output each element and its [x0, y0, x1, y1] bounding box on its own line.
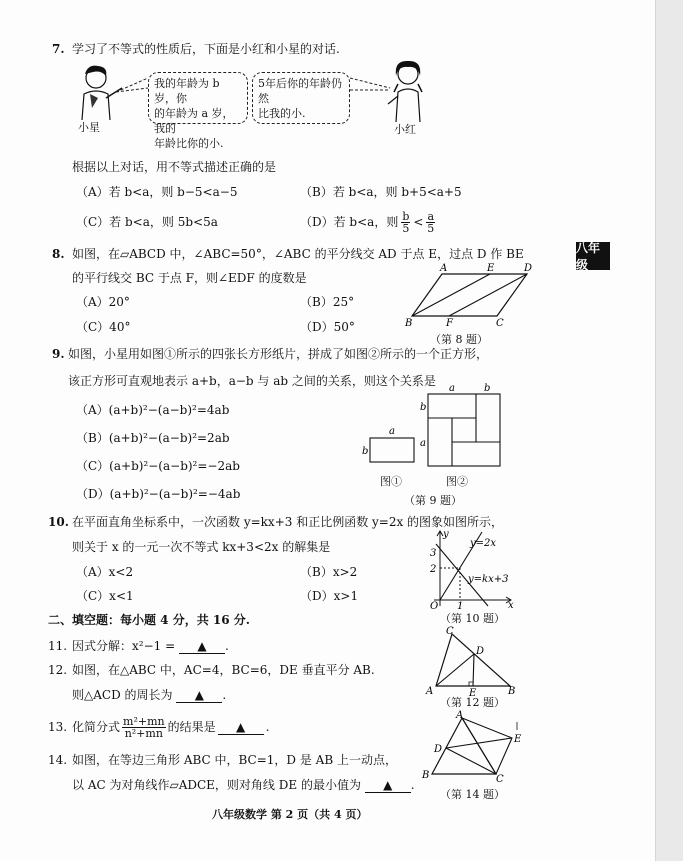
q8-number: 8.	[52, 247, 65, 261]
q7-option-c[interactable]: （C）若 b<a，则 5b<5a	[76, 215, 218, 229]
q13-number: 13.	[48, 720, 68, 734]
q8-option-b[interactable]: （B）25°	[300, 295, 355, 309]
q10-caption: （第 10 题）	[440, 612, 505, 625]
q8-option-d[interactable]: （D）50°	[300, 320, 355, 334]
q7-prompt: 根据以上对话，用不等式描述正确的是	[72, 160, 277, 174]
q9-line1: 如图，小星用如图①所示的四张长方形纸片，拼成了如图②所示的一个正方形，	[68, 347, 489, 361]
q14-answer-blank[interactable]: ▲	[365, 778, 411, 793]
bubble-pointer-left	[112, 70, 152, 100]
bubble-right-line2: 比我的小.	[258, 107, 306, 120]
frac2-den: 5	[427, 221, 435, 235]
q12-triangle-figure	[424, 624, 520, 696]
section-fill-in-title: 二、填空题：每小题 4 分，共 16 分.	[48, 613, 250, 627]
q8-label-d: D	[524, 263, 533, 274]
q10-axis-y: y	[443, 529, 449, 540]
bubble-left-line3: 年龄比你的小.	[154, 137, 224, 150]
q7-stem: 学习了不等式的性质后，下面是小红和小星的对话.	[72, 42, 340, 56]
q14-number: 14.	[48, 753, 68, 767]
q13-answer-blank[interactable]: ▲	[218, 720, 264, 735]
q9-fig2-label-a: a	[449, 383, 455, 394]
q13-end: .	[265, 720, 270, 734]
q14-caption: （第 14 题）	[440, 788, 505, 801]
q14-equilateral-figure	[420, 708, 530, 786]
q11-end: .	[224, 639, 229, 653]
q12-line1: 如图，在△ABC 中，AC=4，BC=6，DE 垂直平分 AB.	[72, 663, 375, 677]
q10-option-a[interactable]: （A）x<2	[76, 565, 134, 579]
q12-label-b: B	[508, 686, 516, 696]
q8-option-c[interactable]: （C）40°	[76, 320, 131, 334]
q9-caption: （第 9 题）	[404, 494, 462, 507]
q14-line2-text: 以 AC 为对角线作▱ADCE，则对角线 DE 的最小值为	[72, 778, 361, 792]
q8-label-a: A	[440, 263, 448, 274]
q12-number: 12.	[48, 663, 68, 677]
q10-origin: O	[430, 601, 439, 610]
q9-fig2-side-a: a	[420, 438, 426, 449]
girl-illustration	[384, 58, 434, 122]
q12-end: .	[222, 688, 227, 702]
q14-label-c: C	[496, 774, 504, 785]
q8-line2: 的平行线交 BC 于点 F，则∠EDF 的度数是	[72, 271, 307, 285]
frac1-den: 5	[402, 221, 410, 235]
page-edge-strip	[655, 0, 683, 861]
q7-option-b[interactable]: （B）若 b<a，则 b+5<a+5	[300, 185, 462, 199]
q12-caption: （第 12 题）	[440, 696, 505, 709]
q12-label-c: C	[446, 626, 454, 637]
q9-fig1-label-a: a	[389, 426, 395, 437]
q14-label-e: E	[514, 734, 522, 745]
q9-option-a[interactable]: （A）(a+b)²−(a−b)²=4ab	[76, 403, 230, 417]
q12-label-e: E	[469, 688, 477, 696]
q10-line1-label: y=2x	[470, 538, 497, 549]
q10-number: 10.	[48, 515, 69, 529]
q14-line1: 如图，在等边三角形 ABC 中，BC=1，D 是 AB 上一动点，	[72, 753, 397, 767]
q11-line	[72, 639, 229, 654]
q13-pre: 化简分式	[72, 720, 121, 734]
q13-post: 的结果是	[167, 720, 216, 734]
q10-axis-x: x	[508, 600, 514, 610]
q13-numerator: m²+mn	[123, 714, 165, 728]
q10-tick-x1: 1	[457, 601, 464, 610]
boy-name: 小星	[78, 121, 100, 134]
bubble-right-line1: 5年后你的年龄仍然	[258, 77, 342, 105]
girl-name: 小红	[394, 123, 416, 136]
q9-rectangles-figure	[358, 382, 508, 472]
q8-caption: （第 8 题）	[430, 333, 488, 346]
q9-option-b[interactable]: （B）(a+b)²−(a−b)²=2ab	[76, 431, 230, 445]
q9-fig1-label-b: b	[362, 446, 369, 457]
q7-option-d[interactable]	[300, 208, 435, 236]
q10-tick-y3: 3	[430, 548, 437, 559]
q8-parallelogram-figure	[402, 262, 542, 328]
q10-line2-label: y=kx+3	[468, 574, 509, 585]
page-footer: 八年级数学 第 2 页（共 4 页）	[212, 808, 368, 821]
girl-speech-bubble	[252, 72, 350, 124]
q8-line1: 如图，在▱ABCD 中，∠ABC=50°，∠ABC 的平分线交 AD 于点 E，过点 D 作 BE	[72, 247, 524, 261]
q7-option-d-frac1	[401, 211, 410, 234]
boy-speech-bubble	[148, 72, 248, 150]
q9-fig2-name: 图②	[446, 475, 468, 488]
q8-label-f: F	[446, 318, 453, 328]
q7-option-d-prefix: （D）若 b<a，则	[300, 215, 399, 229]
q7-option-a[interactable]: （A）若 b<a，则 b−5<a−5	[76, 185, 238, 199]
q14-line2	[72, 778, 415, 793]
q14-label-b: B	[422, 770, 430, 781]
q7-option-d-lt: <	[413, 215, 424, 229]
q10-option-c[interactable]: （C）x<1	[76, 589, 134, 603]
q8-label-e: E	[487, 263, 495, 274]
q8-label-c: C	[496, 318, 504, 328]
q11-text: 因式分解：x²−1 =	[72, 639, 176, 653]
q12-answer-blank[interactable]: ▲	[176, 688, 222, 703]
q8-label-b: B	[405, 318, 413, 328]
q10-function-graph	[426, 528, 516, 610]
q10-option-b[interactable]: （B）x>2	[300, 565, 358, 579]
q10-line1: 在平面直角坐标系中，一次函数 y=kx+3 和正比例函数 y=2x 的图象如图所示，	[72, 515, 504, 529]
grade-side-tab: 八年级	[576, 242, 610, 270]
q14-label-a: A	[456, 710, 464, 721]
q9-fig2-side-b: b	[420, 402, 427, 413]
bubble-left-line1: 我的年龄为 b 岁，你	[154, 77, 220, 105]
q7-option-d-frac2	[426, 211, 435, 234]
q13-line	[72, 712, 269, 742]
frac2-num: a	[427, 209, 434, 223]
frac1-num: b	[402, 209, 410, 223]
q9-number: 9.	[52, 347, 65, 361]
q7-number: 7.	[52, 42, 65, 56]
q9-option-c[interactable]: （C）(a+b)²−(a−b)²=−2ab	[76, 459, 240, 473]
q10-tick-y2: 2	[430, 564, 437, 575]
q13-fraction	[122, 716, 166, 739]
q12-label-d: D	[476, 646, 485, 657]
q10-line2: 则关于 x 的一元一次不等式 kx+3<2x 的解集是	[72, 540, 331, 554]
q9-option-d[interactable]: （D）(a+b)²−(a−b)²=−4ab	[76, 487, 241, 501]
q14-label-d: D	[434, 744, 443, 755]
q12-line2	[72, 688, 226, 703]
q9-fig2-label-b: b	[484, 383, 491, 394]
q11-answer-blank[interactable]: ▲	[179, 639, 225, 654]
q14-end: .	[410, 778, 415, 792]
q9-line2: 该正方形可直观地表示 a+b，a−b 与 ab 之间的关系，则这个关系是	[68, 374, 436, 388]
q10-option-d[interactable]: （D）x>1	[300, 589, 359, 603]
q12-label-a: A	[426, 686, 434, 696]
q12-line2-text: 则△ACD 的周长为	[72, 688, 173, 702]
q8-option-a[interactable]: （A）20°	[76, 295, 130, 309]
q13-denominator: n²+mn	[124, 726, 163, 740]
q11-number: 11.	[48, 639, 68, 653]
q9-fig1-name: 图①	[380, 475, 402, 488]
bubble-left-line2: 的年龄为 a 岁，我的	[154, 107, 234, 135]
